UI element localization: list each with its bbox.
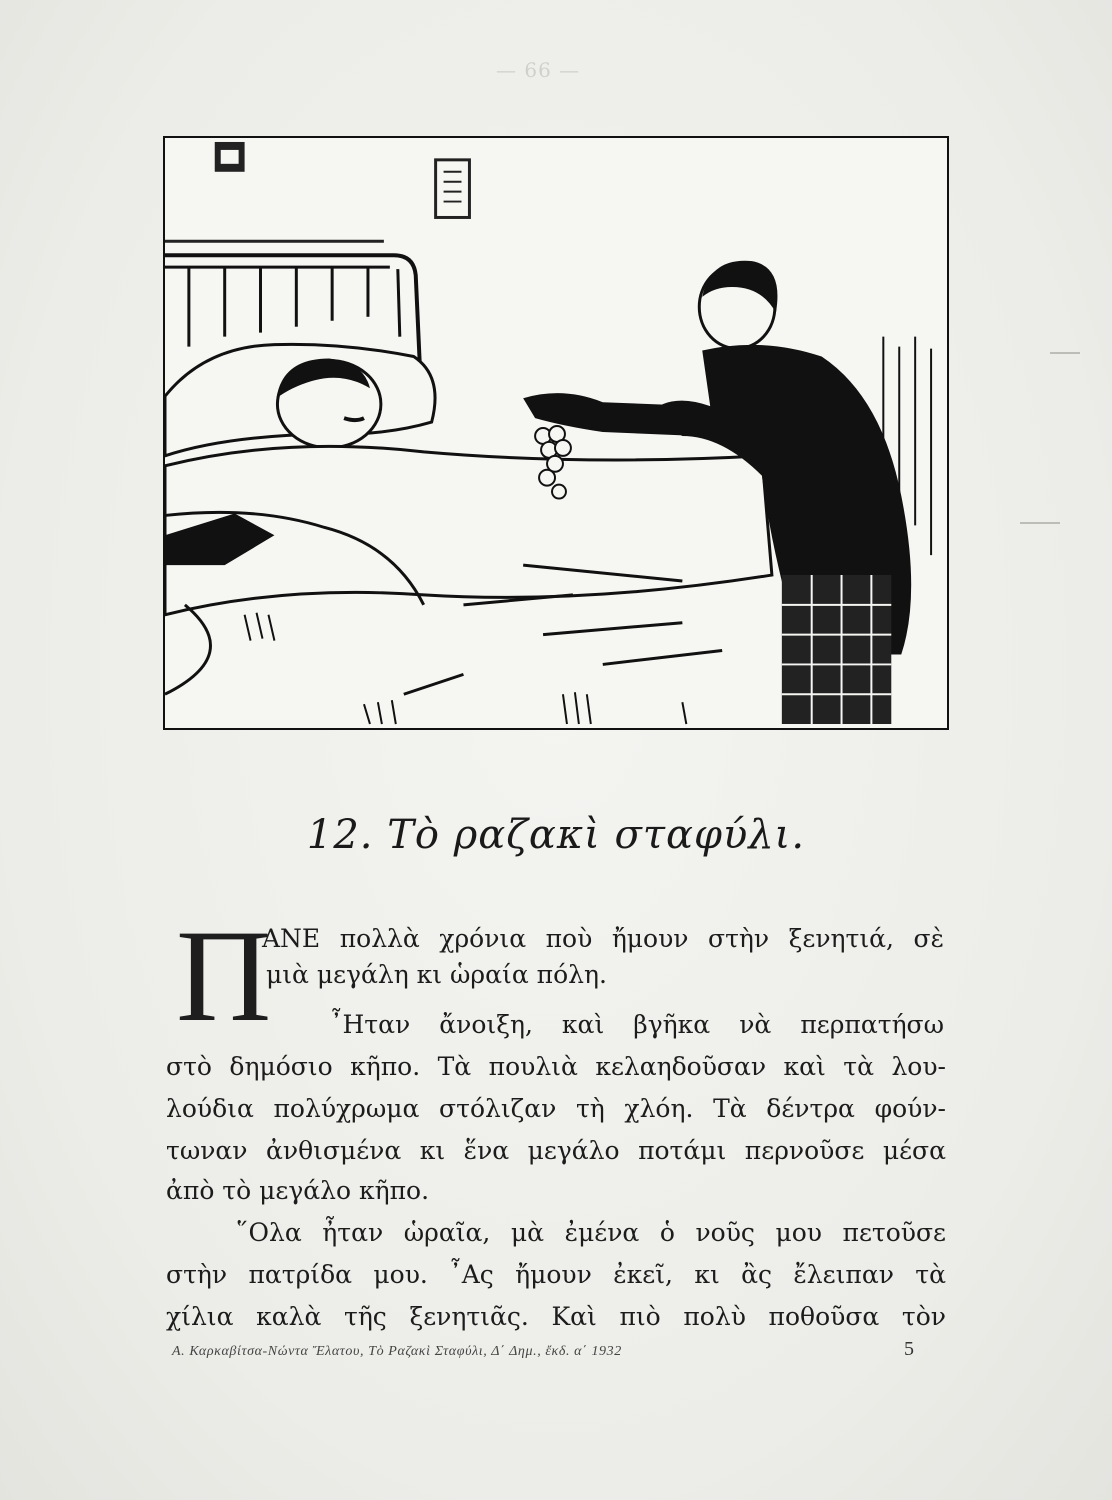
drop-cap: Π	[176, 902, 272, 1049]
text-line: τωναν ἀνθισμένα κι ἕνα μεγάλο ποτάμι περνοῦσε μέσα	[166, 1136, 946, 1165]
text-line: ἀπὸ τὸ μεγάλο κῆπο.	[166, 1176, 430, 1205]
text-line: μιὰ μεγάλη κι ὡραία πόλη.	[266, 960, 607, 989]
text-line: ΑΝΕ πολλὰ χρόνια ποὺ ἤμουν στὴν ξενητιά, σὲ	[262, 924, 944, 953]
page-number: 5	[904, 1338, 914, 1360]
text-line: λούδια πολύχρωμα στόλιζαν τὴ χλόη. Τὰ δέντρα φούν-	[166, 1094, 946, 1123]
text-line: ῏Ηταν ἄνοιξη, καὶ βγῆκα νὰ περπατήσω	[330, 1010, 944, 1039]
margin-mark	[1050, 352, 1080, 354]
ghost-page-number: — 66 —	[496, 58, 581, 82]
citation-footer: Α. Καρκαβίτσα-Νώντα Ἔλατου, Τὸ Ραζακὶ Σταφύλι, Δ΄ Δημ., ἔκδ. α΄ 1932	[172, 1344, 622, 1359]
margin-mark	[1020, 522, 1060, 524]
text-line: ῞Ολα ἦταν ὡραῖα, μὰ ἐμένα ὁ νοῦς μου πετοῦσε	[236, 1218, 946, 1247]
sickbed-illustration	[165, 138, 947, 728]
text-line: χίλια καλὰ τῆς ξενητιᾶς. Καὶ πιὸ πολὺ ποθοῦσα τὸν	[166, 1302, 946, 1331]
text-line: στὴν πατρίδα μου. ῏Ας ἤμουν ἐκεῖ, κι ἂς ἔλειπαν τὰ	[166, 1260, 946, 1289]
chapter-title: 12. Τὸ ραζακὶ σταφύλι.	[306, 812, 806, 858]
illustration-frame	[163, 136, 949, 730]
text-line: στὸ δημόσιο κῆπο. Τὰ πουλιὰ κελαηδοῦσαν καὶ τὰ λου-	[166, 1052, 946, 1081]
